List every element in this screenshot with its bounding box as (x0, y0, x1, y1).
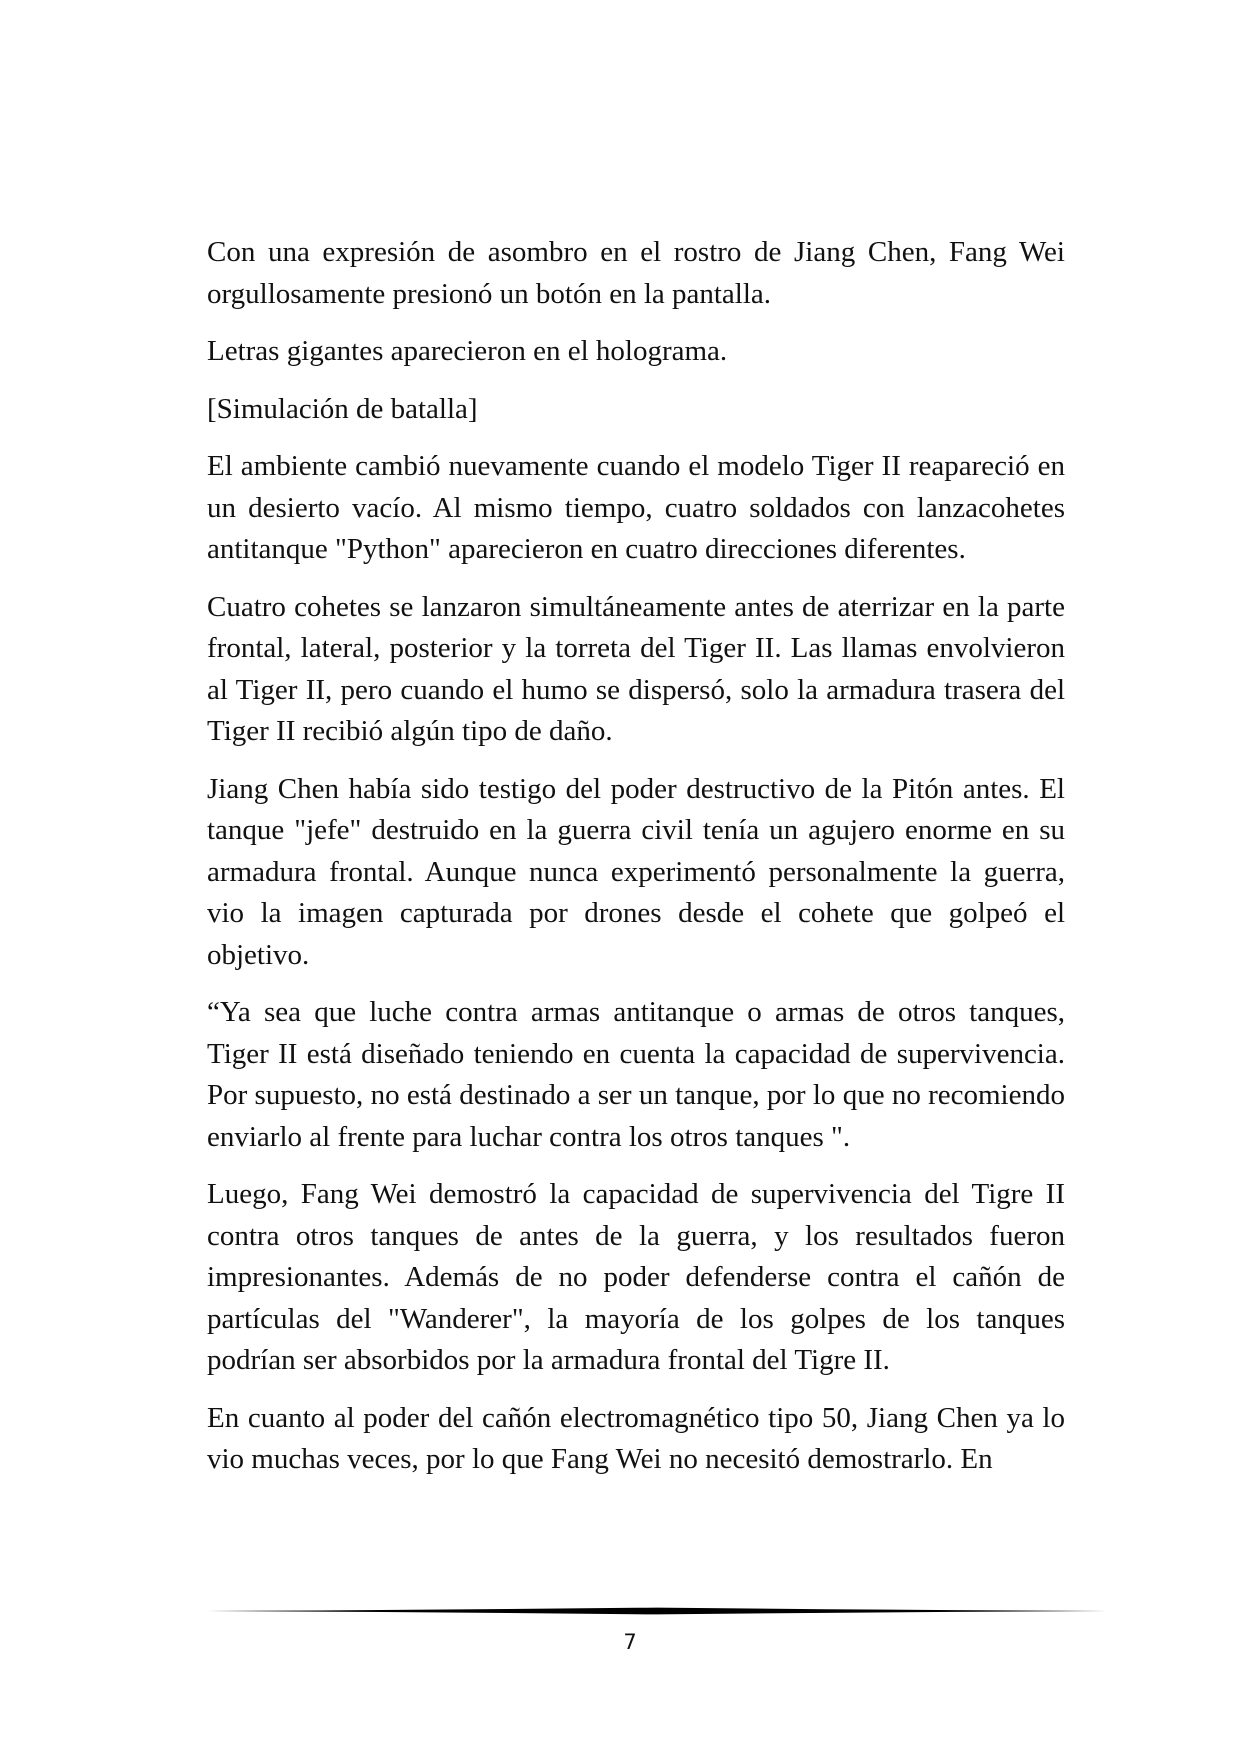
paragraph: Letras gigantes aparecieron en el holograma. (207, 335, 728, 367)
paragraph: El ambiente cambió nuevamente cuando el modelo Tiger II reapareció en un desierto vacío. Al mismo tiempo, cuatro soldados con lanzacohetes antitanque "Python" aparecieron en cuatro direcciones diferentes. (207, 450, 1065, 565)
paragraph: Jiang Chen había sido testigo del poder destructivo de la Pitón antes. El tanque "jefe" destruido en la guerra civil tenía un agujero enorme en su armadura frontal. Aunque nunca experimentó personalmente la guerra, vio la imagen capturada por drones desde el cohete que golpeó el objetivo. (207, 772, 1065, 971)
footer-divider (207, 1604, 1107, 1618)
paragraph: [Simulación de batalla] (207, 392, 478, 425)
paragraph: En cuanto al poder del cañón electromagnético tipo 50, Jiang Chen ya lo vio muchas veces, por lo que Fang Wei no necesitó demostrarlo. En (207, 1401, 1065, 1475)
page-number: 7 (623, 1630, 637, 1654)
paragraph: “Ya sea que luche contra armas antitanque o armas de otros tanques, Tiger II está diseñado teniendo en cuenta la capacidad de supervivencia. Por supuesto, no está destinado a ser un tanque, por lo que no recomiendo enviarlo al frente para luchar contra los otros tanques ". (207, 996, 1065, 1153)
paragraph: Con una expresión de asombro en el rostro de Jiang Chen, Fang Wei orgullosamente presionó un botón en la pantalla. (207, 236, 1065, 310)
body-text (207, 232, 1065, 1497)
paragraph: Luego, Fang Wei demostró la capacidad de supervivencia del Tigre II contra otros tanques de antes de la guerra, y los resultados fueron impresionantes. Además de no poder defenderse contra el cañón de partículas del "Wanderer", la mayoría de los golpes de los tanques podrían ser absorbidos por la armadura frontal del Tigre II. (207, 1178, 1065, 1376)
paragraph: Cuatro cohetes se lanzaron simultáneamente antes de aterrizar en la parte frontal, lateral, posterior y la torreta del Tiger II. Las llamas envolvieron al Tiger II, pero cuando el humo se dispersó, solo la armadura trasera del Tiger II recibió algún tipo de daño. (207, 590, 1065, 747)
